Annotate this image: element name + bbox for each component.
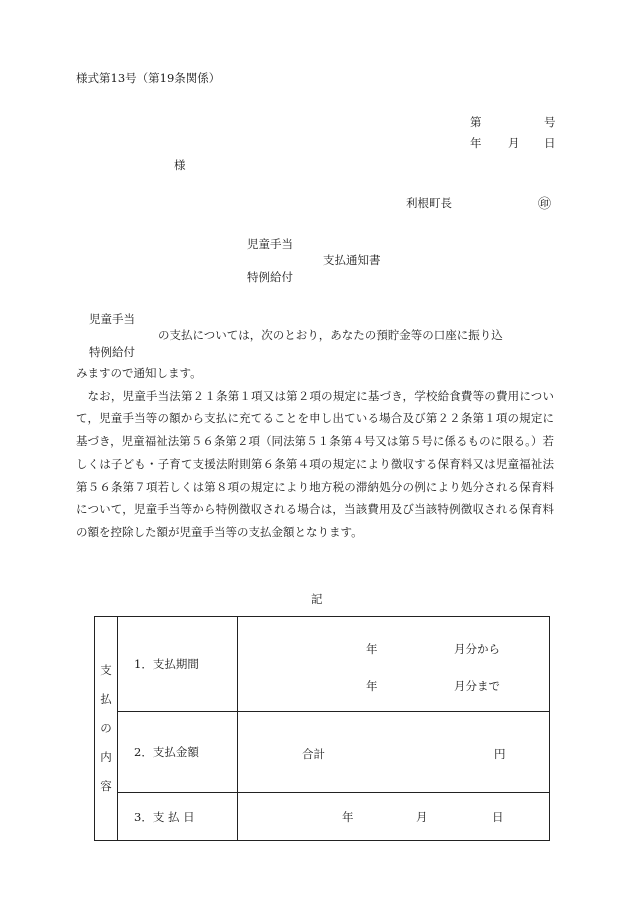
amount-total: 合計 — [302, 747, 325, 761]
pay-day: 日 — [492, 810, 504, 824]
date-value-cell — [238, 793, 550, 841]
form-number: 様式第13号（第19条関係） — [76, 71, 221, 85]
date-month: 月 — [508, 136, 520, 150]
amount-yen: 円 — [494, 747, 506, 761]
opening-child-allowance: 児童手当 — [89, 312, 135, 326]
period-month-to: 月分まで — [454, 679, 500, 693]
payment-details-table — [94, 616, 550, 841]
period-value-cell — [238, 617, 550, 712]
date-year: 年 — [470, 136, 482, 150]
pay-year: 年 — [342, 810, 354, 824]
note-paragraph: なお，児童手当法第２１条第１項又は第２項の規定に基づき，学校給食費等の費用について，児童手当等の額から支払に充てることを申し出ている場合及び第２２条第１項の規定に基づき，児童福祉法第５６条第２項（同法第５１条第４号又は第５号に係るものに限る。）若しくは子ども・子育て支援法附則第６条第４項の規定により徴収する保育料又は児童福祉法第５６条第７項若しくは第８項の規定により地方税の滞納処分の例により処分される保育料について，児童手当等から特例徴収される場合は，当該費用及び当該特例徴収される保育料の額を控除した額が児童手当等の支払金額となります。 — [76, 388, 554, 539]
opening-special-benefit: 特例給付 — [89, 345, 135, 359]
date-day: 日 — [544, 136, 556, 150]
title-line-special-benefit: 特例給付 — [247, 270, 293, 284]
issuer-name: 利根町長 — [406, 196, 452, 210]
period-label: 1．支払期間 — [118, 617, 238, 712]
amount-value-cell — [238, 712, 550, 793]
opening-continuation: みますので通知します。 — [76, 366, 202, 380]
title-line-child-allowance: 児童手当 — [247, 237, 293, 251]
date-label: 3．支 払 日 — [118, 793, 238, 841]
ki-heading: 記 — [311, 592, 323, 606]
amount-label: 2．支払金額 — [118, 712, 238, 793]
number-gou: 号 — [544, 115, 556, 129]
title-line-payment-notice: 支払通知書 — [323, 253, 381, 267]
period-month-from: 月分から — [454, 642, 500, 656]
opening-text: の支払については，次のとおり，あなたの預貯金等の口座に振り込 — [158, 328, 503, 342]
side-label: 支払の内容 — [100, 663, 112, 793]
recipient-sama: 様 — [174, 158, 186, 172]
period-year-to: 年 — [366, 679, 378, 693]
side-label-cell — [95, 617, 118, 841]
number-dai: 第 — [470, 115, 482, 129]
body-paragraphs — [76, 362, 554, 544]
seal-mark: ㊞ — [538, 197, 552, 212]
period-year-from: 年 — [366, 642, 378, 656]
pay-month: 月 — [416, 810, 428, 824]
